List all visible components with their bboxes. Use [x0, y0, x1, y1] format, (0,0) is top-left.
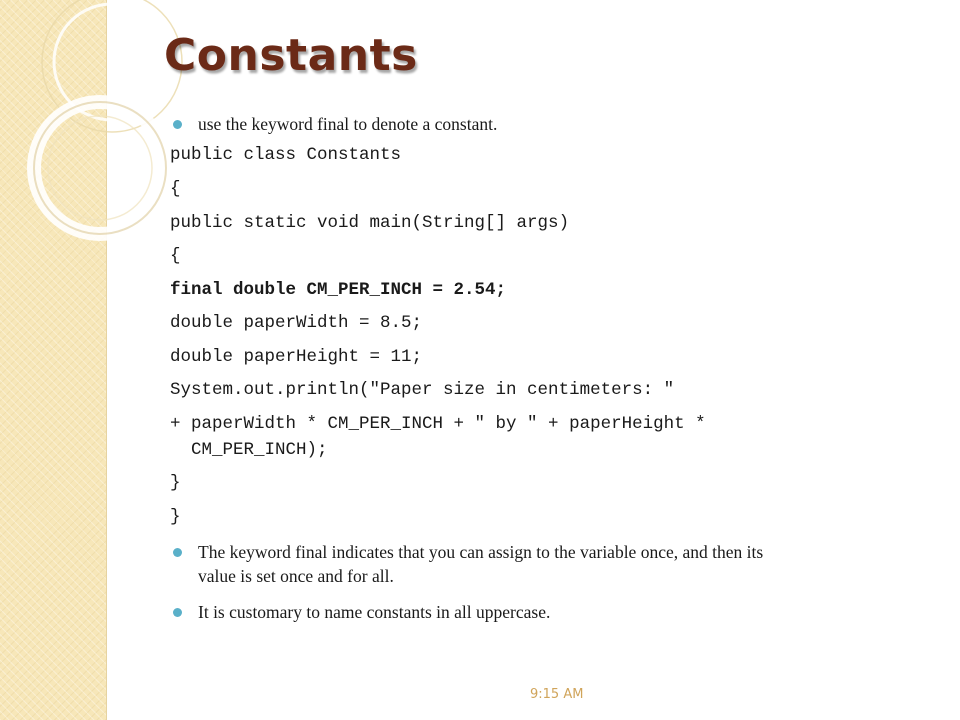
- bullet-intro: use the keyword final to denote a constant.: [198, 114, 498, 134]
- code-line-6: double paperWidth = 8.5;: [170, 313, 423, 333]
- code-line-3: public static void main(String[] args): [170, 213, 570, 233]
- bullet-final-explained-line-1: The keyword final indicates that you can assign to the variable once, and then its: [198, 542, 764, 562]
- slide-title: Constants: [164, 30, 418, 81]
- code-line-5: final double CM_PER_INCH = 2.54;: [170, 280, 507, 300]
- code-line-8: System.out.println("Paper size in centimeters: ": [170, 380, 675, 400]
- bullet-final-explained: [198, 540, 763, 588]
- bullet-final-explained-line-2: value is set once and for all.: [198, 566, 394, 586]
- bullet-uppercase: It is customary to name constants in all uppercase.: [198, 602, 551, 622]
- code-line-12: }: [170, 507, 181, 527]
- footer-time: 9:15 AM: [530, 687, 584, 702]
- code-line-1: public class Constants: [170, 145, 402, 165]
- code-line-2: {: [170, 179, 181, 199]
- code-line-9: + paperWidth * CM_PER_INCH + " by " + paperHeight *: [170, 414, 706, 434]
- code-line-11: }: [170, 473, 181, 493]
- code-line-10: CM_PER_INCH);: [170, 440, 328, 460]
- code-line-7: double paperHeight = 11;: [170, 347, 423, 367]
- code-line-4: {: [170, 246, 181, 266]
